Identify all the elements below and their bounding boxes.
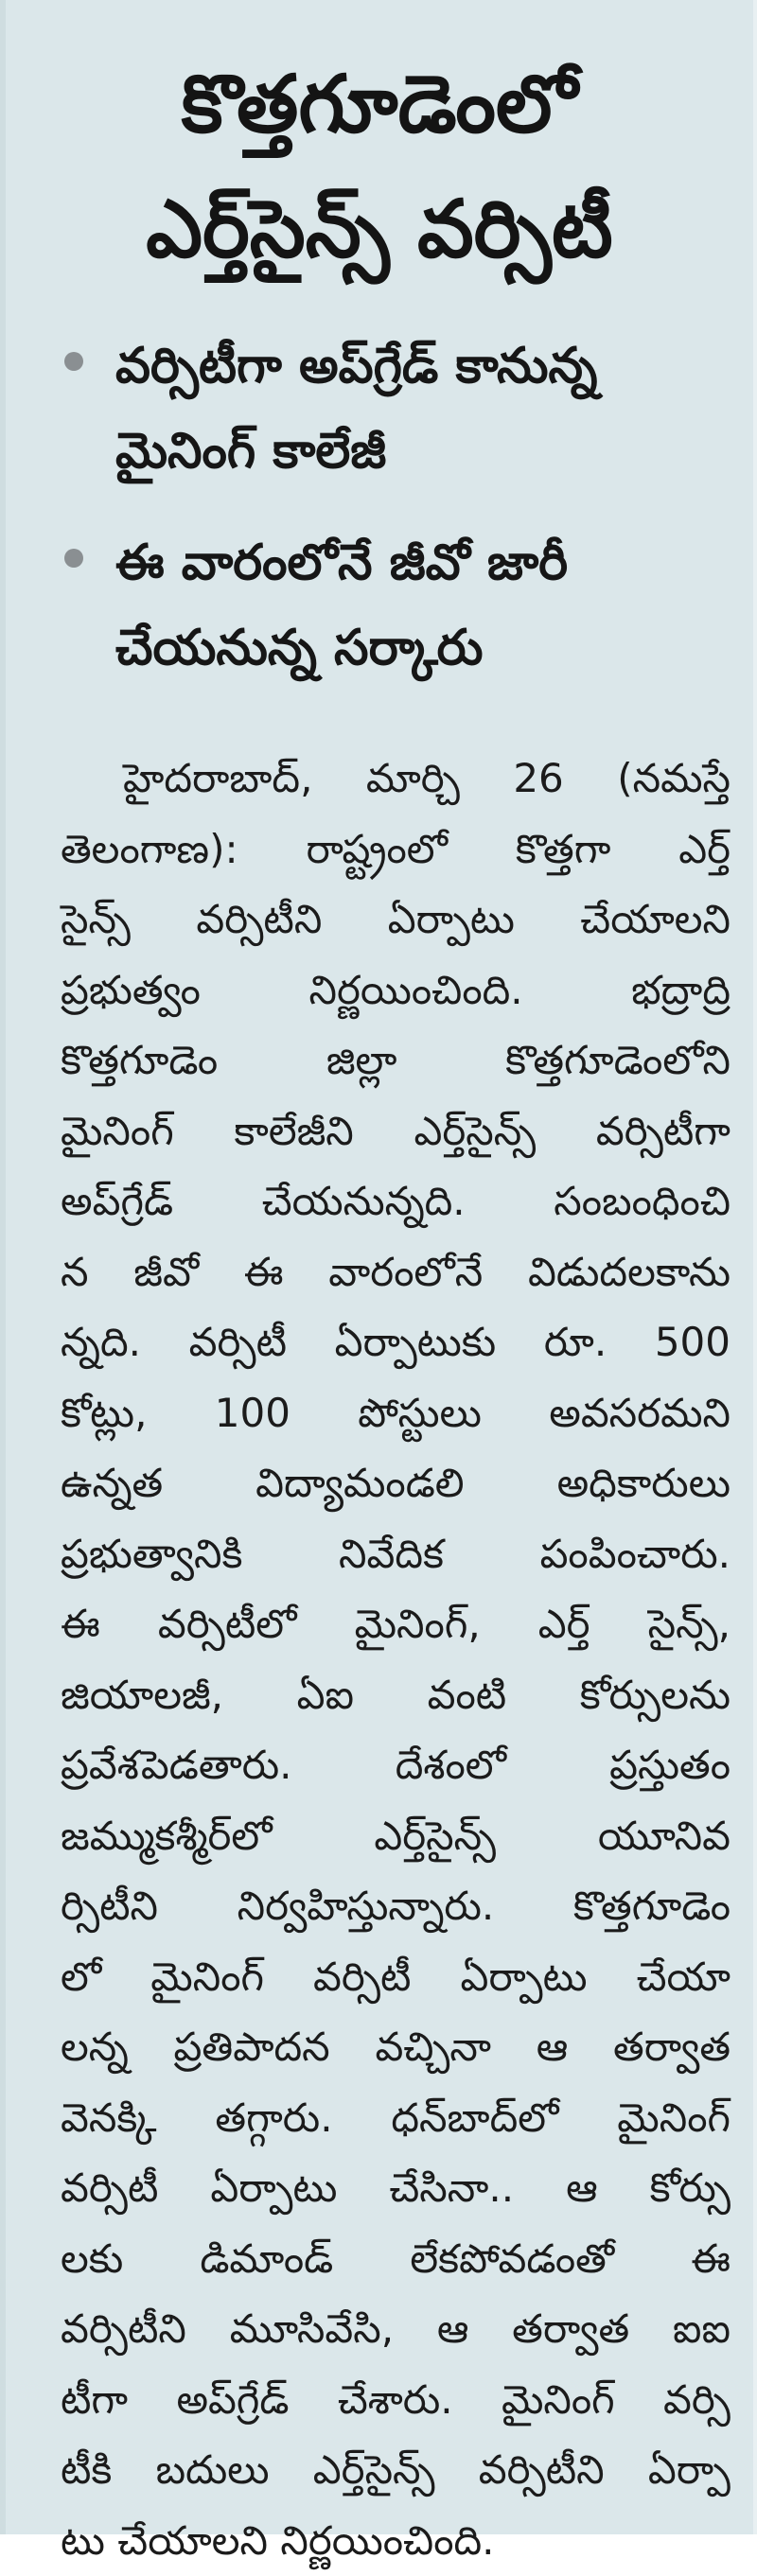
bullet-dot-icon [64, 549, 83, 568]
headline-line-2: ఎర్త్‌సైన్స్ వర్సిటీ [6, 166, 753, 291]
body-line: జియాలజీ, ఏఐ వంటి కోర్సులను [61, 1660, 731, 1731]
bullet-text-line: చేయనున్న సర్కారు [115, 605, 725, 691]
body-line: వర్సిటీ ఏర్పాటు చేసినా.. ఆ కోర్సు [61, 2153, 731, 2224]
bullet-item [53, 324, 725, 494]
body-line: అప్‌గ్రేడ్ చేయనున్నది. సంబంధించి [61, 1166, 731, 1237]
body-line: లో మైనింగ్ వర్సిటీ ఏర్పాటు చేయా [61, 1942, 731, 2013]
body-line: వెనక్కి తగ్గారు. ధన్‌బాద్‌లో మైనింగ్ [61, 2083, 731, 2154]
body-line: లకు డిమాండ్ లేకపోవడంతో ఈ [61, 2224, 731, 2295]
body-line: కోట్లు, 100 పోస్టులు అవసరమని [61, 1378, 731, 1449]
headline [6, 0, 753, 291]
body-line: ప్రభుత్వానికి నివేదిక పంపించారు. [61, 1519, 731, 1590]
body-line: తెలంగాణ): రాష్ట్రంలో కొత్తగా ఎర్త్ [61, 815, 731, 885]
bullet-text-line: ఈ వారంలోనే జీవో జారీ [115, 520, 725, 605]
bullet-dot-icon [64, 352, 83, 371]
body-line: టీకి బదులు ఎర్త్‌సైన్స్ వర్సిటీని ఏర్పా [61, 2435, 731, 2506]
body-line: న్నది. వర్సిటీ ఏర్పాటుకు రూ. 500 [61, 1307, 731, 1378]
body-line: సైన్స్ వర్సిటీని ఏర్పాటు చేయాలని [61, 885, 731, 955]
body-line: వర్సిటీని మూసివేసి, ఆ తర్వాత ఐఐ [61, 2294, 731, 2365]
body-line: ఈ వర్సిటీలో మైనింగ్, ఎర్త్ సైన్స్, [61, 1589, 731, 1660]
subheadline-bullets [6, 324, 753, 691]
headline-line-1: కొత్తగూడెంలో [6, 42, 753, 166]
body-line: ఉన్నత విద్యామండలి అధికారులు [61, 1448, 731, 1519]
body-line: మైనింగ్ కాలేజీని ఎర్త్‌సైన్స్ వర్సిటీగా [61, 1096, 731, 1167]
bullet-text-line: మైనింగ్ కాలేజీ [115, 409, 725, 494]
body-line: లన్న ప్రతిపాదన వచ్చినా ఆ తర్వాత [61, 2012, 731, 2083]
body-line: ప్రభుత్వం నిర్ణయించింది. భద్రాద్రి [61, 955, 731, 1026]
bullet-text-line: వర్సిటీగా అప్‌గ్రేడ్ కానున్న [115, 324, 725, 409]
body-line: న జీవో ఈ వారంలోనే విడుదలకాను [61, 1237, 731, 1308]
body-line: ర్సిటీని నిర్వహిస్తున్నారు. కొత్తగూడెం [61, 1871, 731, 1942]
body-line: ప్రవేశపెడతారు. దేశంలో ప్రస్తుతం [61, 1730, 731, 1801]
body-line: కొత్తగూడెం జిల్లా కొత్తగూడెంలోని [61, 1025, 731, 1096]
body-line: జమ్ముకశ్మీర్‌లో ఎర్త్‌సైన్స్ యూనివ [61, 1801, 731, 1872]
bullet-item [53, 520, 725, 691]
body-line: టీగా అప్‌గ్రేడ్ చేశారు. మైనింగ్ వర్సి [61, 2365, 731, 2436]
body-line: హైదరాబాద్, మార్చి 26 (నమస్తే [61, 744, 731, 815]
body-line: టు చేయాలని నిర్ణయించింది. [61, 2506, 731, 2576]
article-body [6, 744, 753, 2576]
